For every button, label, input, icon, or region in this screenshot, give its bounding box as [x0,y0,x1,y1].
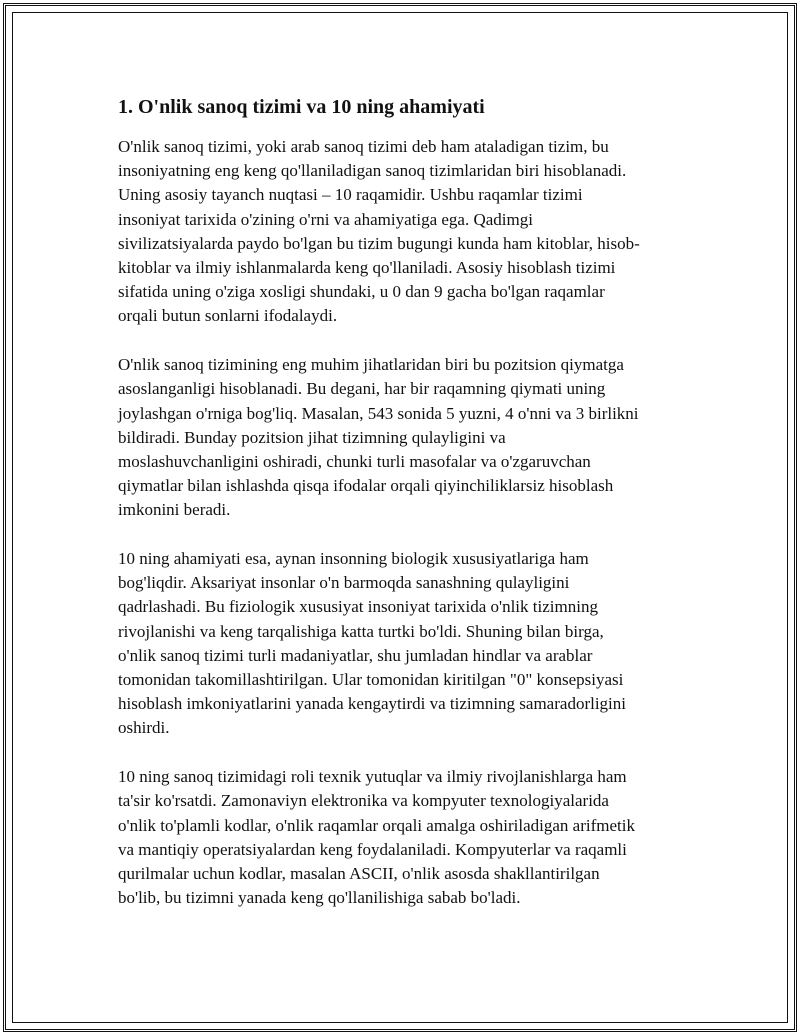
text-line: qadrlashadi. Bu fiziologik xususiyat insoniyat tarixida o'nlik tizimning [118,597,598,617]
text-line: imkonini beradi. [118,500,231,520]
text-line: rivojlanishi va keng tarqalishiga katta turtki bo'ldi. Shuning bilan birga, [118,621,604,641]
text-line: Uning asosiy tayanch nuqtasi – 10 raqamidir. Ushbu raqamlar tizimi [118,185,583,205]
text-line: insoniyat tarixida o'zining o'rni va ahamiyatiga ega. Qadimgi [118,209,533,229]
text-line: o'nlik sanoq tizimi turli madaniyatlar, shu jumladan hindlar va arablar [118,645,593,665]
text-line: insoniyatning eng keng qo'llaniladigan sanoq tizimlaridan biri hisoblanadi. [118,161,627,181]
paragraph-1 [118,135,684,329]
document-body [118,93,684,935]
paragraph-4 [118,765,684,910]
text-line: qiymatlar bilan ishlashda qisqa ifodalar orqali qiyinchiliklarsiz hisoblash [118,476,614,496]
text-line: qurilmalar uchun kodlar, masalan ASCII, o'nlik asosda shakllantirilgan [118,863,600,883]
text-line: moslashuvchanligini oshiradi, chunki turli masofalar va o'zgaruvchan [118,451,591,471]
paragraph-2 [118,353,684,522]
text-line: orqali butun sonlarni ifodalaydi. [118,306,338,326]
text-line: O'nlik sanoq tizimining eng muhim jihatlaridan biri bu pozitsion qiymatga [118,355,624,375]
text-line: joylashgan o'rniga bog'liq. Masalan, 543 sonida 5 yuzni, 4 o'nni va 3 birlikni [118,403,639,423]
paragraph-3 [118,547,684,741]
text-line: tomonidan takomillashtirilgan. Ular tomonidan kiritilgan "0" konsepsiyasi [118,670,624,690]
text-line: sivilizatsiyalarda paydo bo'lgan bu tizim bugungi kunda ham kitoblar, hisob- [118,233,640,253]
section-title: 1. O'nlik sanoq tizimi va 10 ning ahamiyati [118,96,485,118]
text-line: 10 ning sanoq tizimidagi roli texnik yutuqlar va ilmiy rivojlanishlarga ham [118,767,627,787]
text-line: bog'liqdir. Aksariyat insonlar o'n barmoqda sanashning qulayligini [118,573,570,593]
text-line: ta'sir ko'rsatdi. Zamonaviyn elektronika va kompyuter texnologiyalarida [118,791,609,811]
text-line: 10 ning ahamiyati esa, aynan insonning biologik xususiyatlariga ham [118,549,589,569]
text-line: sifatida uning o'ziga xosligi shundaki, u 0 dan 9 gacha bo'lgan raqamlar [118,282,605,302]
text-line: bo'lib, bu tizimni yanada keng qo'llanilishiga sabab bo'ladi. [118,888,521,908]
text-line: va mantiqiy operatsiyalardan keng foydalaniladi. Kompyuterlar va raqamli [118,839,627,859]
text-line: asoslanganligi hisoblanadi. Bu degani, har bir raqamning qiymati uning [118,379,606,399]
text-line: kitoblar va ilmiy ishlanmalarda keng qo'llaniladi. Asosiy hisoblash tizimi [118,258,616,278]
text-line: bildiradi. Bunday pozitsion jihat tizimning qulayligini va [118,427,506,447]
text-line: o'nlik to'plamli kodlar, o'nlik raqamlar orqali amalga oshiriladigan arifmetik [118,815,635,835]
text-line: oshirdi. [118,718,170,738]
text-line: O'nlik sanoq tizimi, yoki arab sanoq tizimi deb ham ataladigan tizim, bu [118,137,609,156]
text-line: hisoblash imkoniyatlarini yanada kengaytirdi va tizimning samaradorligini [118,694,626,714]
